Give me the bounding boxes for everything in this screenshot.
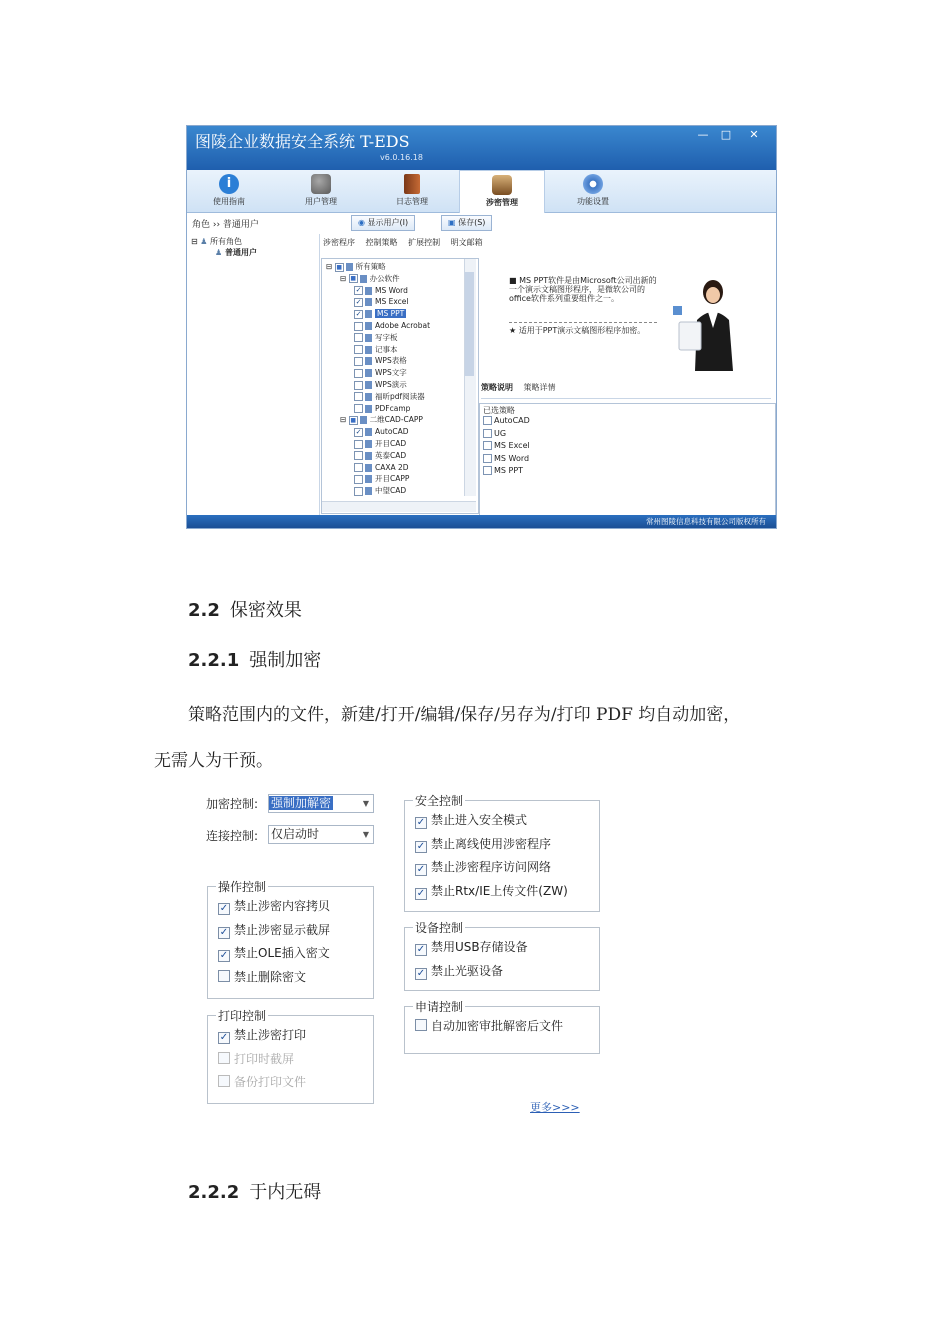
save-icon: ▣ [448,218,459,227]
folder-icon [346,263,353,271]
tree-checkbox[interactable] [354,404,363,413]
checkbox[interactable]: ✓ [416,864,426,875]
chosen-item-label: MS Word [494,453,530,463]
program-icon [365,346,372,354]
tree-checkbox[interactable] [354,451,363,460]
paragraph-line-2: 无需人为干预。 [154,751,273,771]
option-label: 自动加密审批解密后文件 [431,1019,564,1033]
policy-tree-item[interactable] [354,426,409,437]
policy-tree-label: WPS文字 [375,368,407,378]
policy-tree-label: MS Word [375,285,408,295]
policy-tree-label: CAXA 2D [375,462,409,472]
encrypt-control-label: 加密控制: [206,797,259,811]
tree-checkbox[interactable] [354,463,363,472]
breadcrumb: 角色 ›› 普通用户 [192,220,259,230]
policy-description: ■ MS PPT软件是由Microsoft公司出新的一个演示文稿图形程序，是微软公司的office软件系列重要组件之一。 [509,276,657,303]
group-title: 打印控制 [218,1009,267,1023]
heading-text: 强制加密 [249,650,322,671]
policy-tree-item[interactable] [354,296,408,307]
program-icon [365,452,372,460]
checkbox[interactable]: ✓ [219,1032,229,1043]
save-button[interactable] [441,215,492,231]
option-print-1 [218,1050,294,1067]
option-operation-3[interactable] [218,968,306,985]
policy-tree-item[interactable] [340,414,423,425]
encrypt-control-select[interactable] [268,794,374,813]
policy-tree-label: 所有策略 [355,262,386,271]
chosen-policies [479,403,776,517]
collapse-icon[interactable]: ⊟ [340,415,349,425]
policy-tree-item[interactable] [354,320,430,331]
policy-description-note: ★ 适用于PPT演示文稿图形程序加密。 [509,326,646,335]
option-device-0[interactable] [415,938,528,956]
option-label: 禁止涉密显示截屏 [234,922,331,937]
program-icon [365,475,372,483]
policy-tree-label: 中望CAD [375,486,407,496]
businesswoman-illustration [673,276,743,371]
program-icon [365,322,372,330]
tree-checkbox[interactable]: ✓ [355,297,362,306]
scroll-thumb[interactable] [465,272,474,376]
detail-tabs [481,382,771,399]
option-label: 禁止OLE插入密文 [234,946,330,960]
policy-tree [321,258,479,514]
policy-tree-item[interactable] [354,344,398,355]
policy-tree-label: PDFcamp [375,403,411,413]
option-label: 禁止离线使用涉密程序 [431,836,552,851]
toolbar-logs[interactable] [370,170,454,212]
log-book-icon [404,174,420,194]
save-label: 保存(S) [458,218,486,227]
policy-tree-label: 福昕pdf阅读器 [375,391,425,401]
toolbar-guide[interactable] [187,170,271,212]
option-label: 禁止Rtx/IE上传文件(ZW) [431,883,568,898]
policy-tree-label: 办公软件 [369,273,400,283]
collapse-icon[interactable]: ⊟ [326,262,335,271]
tree-checkbox[interactable] [354,440,363,449]
folder-icon [360,416,367,424]
toolbar-secret[interactable] [459,170,545,213]
checkbox [218,1052,230,1064]
group-title: 操作控制 [218,880,267,894]
paragraph-line-1: 策略范围内的文件，新建/打开/编辑/保存/另存为/打印 PDF 均自动加密， [188,705,741,725]
option-label: 禁止涉密内容拷贝 [234,899,331,913]
description-divider [509,322,657,323]
tree-checkbox[interactable] [354,322,363,331]
tree-checkbox[interactable] [354,369,363,378]
toolbar-label: 日志管理 [396,197,428,206]
secret-manage-icon [492,175,512,195]
main-toolbar [187,170,776,213]
checkbox[interactable]: ✓ [416,817,426,828]
option-print-0[interactable] [218,1026,306,1044]
group-icon: ♟ [200,237,208,246]
policy-tree-item[interactable] [354,450,406,461]
chosen-item[interactable] [483,429,506,438]
policy-tree-item[interactable] [354,367,407,378]
policy-tree-label: 开目CAD [375,439,407,448]
group-title: 安全控制 [415,794,464,808]
checkbox[interactable]: ✓ [219,926,229,938]
option-apply-0[interactable] [415,1017,563,1034]
policy-tree-item[interactable] [354,285,408,296]
checkbox [218,1075,230,1087]
option-label: 禁用USB存储设备 [431,940,528,954]
program-icon [365,428,372,436]
program-icon [365,381,372,389]
policy-tree-label: WPS表格 [375,356,407,366]
policy-file-icon [483,416,492,425]
minimize-button[interactable]: — [697,128,709,141]
option-label: 打印时截屏 [234,1051,295,1066]
checkbox[interactable]: ✓ [416,944,426,955]
option-device-1[interactable] [415,962,503,980]
tree-checkbox[interactable] [354,381,363,390]
toolbar-label: 涉密管理 [486,198,518,207]
heading-text: 保密效果 [229,600,302,621]
option-label: 禁止删除密文 [234,969,307,984]
checkbox[interactable] [415,1019,427,1031]
program-icon [365,287,372,295]
role-child-label: 普通用户 [224,248,257,257]
program-icon [365,369,372,377]
tab-control-policy[interactable]: 控制策略 [365,238,398,247]
program-icon [365,405,372,413]
info-icon: i [219,174,239,194]
print-control-group [207,1009,374,1104]
tree-checkbox[interactable]: ■ [336,263,342,271]
chosen-item[interactable] [483,466,523,475]
user-icon: ♟ [215,248,223,257]
dropdown-arrow-icon: ▼ [362,799,369,808]
users-icon [311,174,331,194]
tree-checkbox[interactable] [354,392,363,401]
chosen-title: 已选策略 [483,406,515,415]
connect-control-select[interactable] [268,825,374,844]
gear-icon [583,174,603,194]
policy-tree-item[interactable] [354,462,409,473]
group-title: 申请控制 [415,1000,464,1014]
checkbox[interactable]: ✓ [416,840,426,852]
heading-number: 2.2 [188,600,220,621]
policy-tree-item[interactable] [354,403,410,414]
program-icon [365,487,372,495]
program-icon [365,393,372,401]
policy-tree-item[interactable] [326,261,386,272]
heading-text: 于内无碍 [249,1182,322,1203]
tree-checkbox[interactable] [354,357,363,366]
policy-tree-label: MS PPT [377,309,405,319]
tab-policy-description[interactable]: 策略说明 [481,383,513,392]
toolbar-settings[interactable] [551,170,635,212]
option-label: 禁止涉密打印 [234,1028,307,1042]
policy-tree-label: WPS演示 [375,380,407,389]
policy-file-icon [483,429,492,438]
policy-tree-label: 开目CAPP [375,474,410,484]
apply-control-group [404,1000,600,1054]
tree-checkbox[interactable] [354,487,363,496]
toolbar-label: 功能设置 [577,197,609,206]
policy-file-icon [483,441,492,450]
checkbox[interactable]: ✓ [219,903,229,914]
checkbox[interactable]: ✓ [219,950,229,961]
chosen-item[interactable] [483,416,530,425]
tree-checkbox[interactable] [354,333,363,342]
role-tree-root[interactable] [191,236,242,247]
policy-tree-item[interactable] [354,391,425,402]
connect-control-value: 仅启动时 [271,827,320,841]
policy-tree-item[interactable] [354,473,409,484]
security-control-group [404,794,600,912]
group-title: 设备控制 [415,921,464,935]
policy-tree-item[interactable] [354,332,398,343]
role-tree-child[interactable] [215,247,257,258]
users-small-icon: ◉ [358,218,368,227]
breadcrumb-bar [187,213,776,233]
option-operation-2[interactable] [218,944,330,962]
checkbox[interactable]: ✓ [416,967,426,979]
chosen-item[interactable] [483,454,529,463]
app-screenshot [186,125,777,529]
tree-checkbox[interactable]: ■ [350,416,356,424]
policy-tree-label: 英泰CAD [375,450,407,460]
program-icon [365,298,372,306]
tab-extended-control[interactable]: 扩展控制 [408,238,441,247]
chosen-item[interactable] [483,441,530,450]
toolbar-label: 用户管理 [305,197,337,206]
program-icon [365,464,372,472]
heading-number: 2.2.2 [188,1182,240,1203]
maximize-button[interactable]: □ [720,128,732,141]
app-title: 图陵企业数据安全系统 T-EDS [195,132,410,151]
status-bar [187,515,776,528]
heading-2-2 [188,596,302,622]
collapse-icon[interactable]: ⊟ [191,237,201,246]
option-label: 禁止涉密程序访问网络 [431,860,552,874]
tree-checkbox[interactable]: ✓ [355,309,362,318]
collapse-icon[interactable]: ⊟ [340,273,349,283]
option-security-3[interactable] [415,882,568,900]
policy-tree-label: AutoCAD [375,427,409,437]
heading-2-2-2 [188,1178,321,1204]
program-icon [365,334,372,342]
chosen-item-label: MS PPT [494,466,524,475]
option-label: 备份打印文件 [234,1075,307,1089]
heading-number: 2.2.1 [188,650,240,671]
policy-tree-hscroll[interactable] [322,501,476,512]
operation-control-group [207,880,374,999]
policy-tree-label: MS Excel [375,297,409,307]
option-label: 禁止光驱设备 [431,963,504,978]
tree-checkbox[interactable]: ✓ [355,427,362,436]
dropdown-arrow-icon: ▼ [362,830,369,839]
option-print-2 [218,1073,306,1090]
chosen-item-label: MS Excel [494,441,530,450]
show-users-label: 显示用户(I) [367,218,409,227]
policy-tree-item[interactable] [354,308,406,319]
policy-tree-label: 写字板 [375,332,398,342]
tree-checkbox[interactable] [354,345,363,354]
policy-tree-item[interactable] [354,438,406,449]
tab-policy-detail[interactable]: 策略详情 [523,383,556,392]
policy-tree-item[interactable] [354,379,407,390]
folder-icon [360,275,367,283]
tree-checkbox[interactable]: ■ [350,275,356,283]
chosen-item-label: AutoCAD [494,416,530,425]
connect-control-label: 连接控制: [206,829,259,843]
option-operation-1[interactable] [218,921,330,939]
policy-tree-item[interactable] [354,485,406,496]
program-icon [365,440,372,448]
policy-file-icon [483,466,492,475]
chosen-item-label: UG [494,428,507,438]
role-tree [187,234,320,517]
tab-secret-programs[interactable]: 涉密程序 [323,238,355,247]
heading-2-2-1 [188,646,321,672]
checkbox[interactable]: ✓ [416,887,426,899]
app-version: v6.0.16.18 [380,153,423,162]
policy-file-icon [483,454,492,463]
policy-tree-item[interactable] [340,273,400,284]
toolbar-label: 使用指南 [213,197,245,206]
policy-tree-item[interactable] [354,355,407,366]
more-link[interactable]: 更多>>> [530,1101,580,1114]
option-security-2[interactable] [415,858,551,876]
show-users-button[interactable] [351,215,415,231]
role-root-label: 所有角色 [209,237,242,246]
device-control-group [404,921,600,991]
tree-checkbox[interactable]: ✓ [355,286,362,295]
tab-plain-mailbox[interactable]: 明文邮箱 [450,238,483,247]
option-security-1[interactable] [415,835,551,853]
policy-tabs [323,237,491,248]
program-icon [365,357,372,365]
option-security-0[interactable] [415,811,527,829]
toolbar-users[interactable] [279,170,363,212]
option-operation-0[interactable] [218,897,330,915]
title-bar [187,126,776,170]
policy-tree-label: Adobe Acrobat [375,321,431,330]
checkbox[interactable] [218,970,230,982]
copyright-text: 常州图陵信息科技有限公司版权所有 [646,517,766,526]
encrypt-control-value: 强制加解密 [271,796,332,810]
program-icon [365,310,372,318]
tree-checkbox[interactable] [354,475,363,484]
close-button[interactable]: ✕ [749,128,759,141]
policy-tree-label: 二维CAD-CAPP [369,415,423,425]
option-label: 禁止进入安全模式 [431,813,528,827]
policy-tree-label: 记事本 [375,344,398,354]
